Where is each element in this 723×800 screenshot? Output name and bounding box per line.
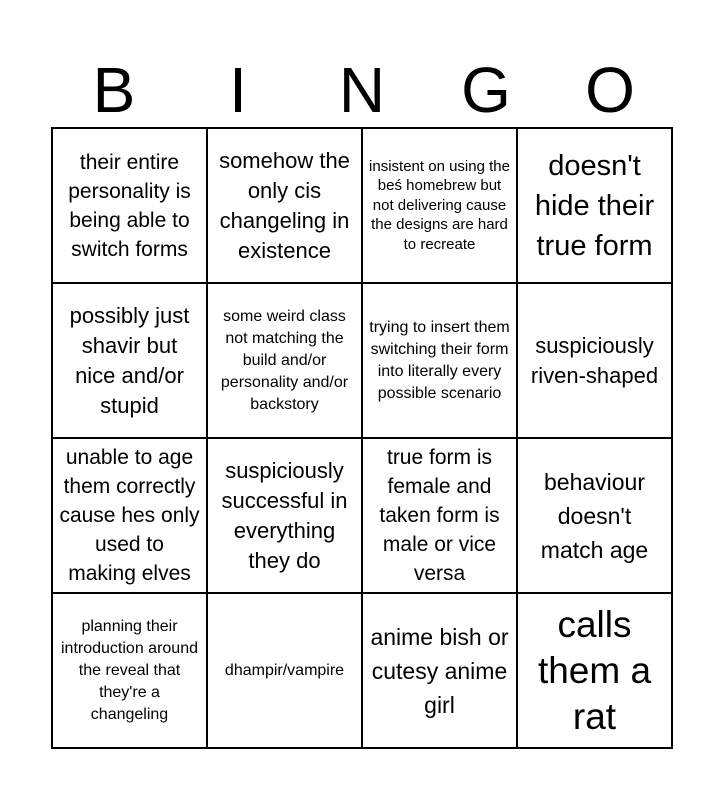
header-letter-o: O	[585, 54, 635, 126]
cell-text: true form is female and taken form is male or vice versa	[379, 446, 500, 585]
bingo-cell[interactable]	[52, 593, 207, 748]
cell-text: planning their introduction around the reveal that they're a changeling	[61, 617, 198, 723]
bingo-header	[52, 52, 672, 128]
cell-text: insistent on using the beś homebrew but not delivering cause the designs are hard to recreate	[369, 157, 510, 253]
cell-text: possibly just shavir but nice and/or stupid	[69, 302, 190, 418]
bingo-board	[51, 127, 673, 749]
header-letter-g: G	[461, 54, 511, 126]
cell-text: somehow the only cis changeling in existence	[219, 147, 350, 263]
cell-text: calls them a rat	[537, 603, 652, 737]
bingo-cell[interactable]	[207, 283, 362, 438]
header-letter-n: N	[338, 54, 386, 126]
cell-text: suspiciously successful in everything they do	[221, 457, 348, 573]
bingo-cell[interactable]	[207, 593, 362, 748]
cell-text: anime bish or cutesy anime girl	[370, 623, 509, 718]
bingo-cell[interactable]	[362, 438, 517, 593]
bingo-cell[interactable]	[517, 128, 672, 283]
cell-text: behaviour doesn't match age	[540, 468, 649, 563]
bingo-cell[interactable]	[362, 593, 517, 748]
header-letter-b: B	[92, 54, 136, 126]
cell-text: their entire personality is being able to switch forms	[68, 150, 191, 261]
bingo-cell[interactable]	[517, 283, 672, 438]
bingo-cell[interactable]	[362, 128, 517, 283]
bingo-cell[interactable]	[517, 593, 672, 748]
cell-text: trying to insert them switching their form into literally every possible scenario	[369, 318, 510, 402]
bingo-cell[interactable]	[52, 438, 207, 593]
bingo-cell[interactable]	[517, 438, 672, 593]
header-letter-i: I	[229, 54, 247, 126]
cell-text: unable to age them correctly cause hes only used to making elves	[59, 446, 200, 585]
cell-text: some weird class not matching the build and/or personality and/or backstory	[220, 307, 349, 413]
bingo-cell[interactable]	[207, 438, 362, 593]
bingo-cell[interactable]	[362, 283, 517, 438]
cell-text: dhampir/vampire	[224, 661, 345, 679]
bingo-cell[interactable]	[52, 128, 207, 283]
cell-text: doesn't hide their true form	[534, 149, 655, 262]
bingo-cell[interactable]	[207, 128, 362, 283]
bingo-cell[interactable]	[52, 283, 207, 438]
cell-text: suspiciously riven-shaped	[530, 332, 659, 388]
